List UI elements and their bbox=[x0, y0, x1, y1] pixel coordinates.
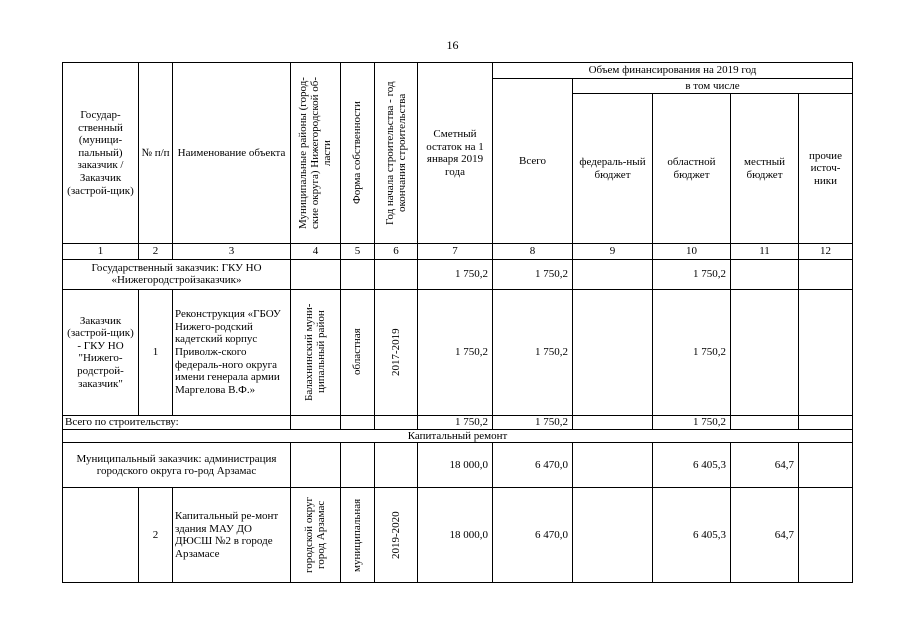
empty-cell bbox=[341, 443, 375, 488]
header-other: прочие источ-ники bbox=[799, 94, 853, 244]
empty-cell bbox=[799, 289, 853, 415]
item1-object: Реконструкция «ГБОУ Нижего-родский кадетский корпус Приволж-ского федераль-ного округа имени генерала армии Маргелова В.Ф.» bbox=[173, 289, 291, 415]
empty-cell bbox=[291, 443, 341, 488]
mun-customer-local: 64,7 bbox=[731, 443, 799, 488]
mun-customer-label: Муниципальный заказчик: администрация городского округа го-род Арзамас bbox=[63, 443, 291, 488]
gos-customer-regional: 1 750,2 bbox=[653, 259, 731, 289]
item1-total: 1 750,2 bbox=[493, 289, 573, 415]
header-total: Всего bbox=[493, 78, 573, 244]
header-funding-title: Объем финансирования на 2019 год bbox=[493, 63, 853, 79]
section-title: Капитальный ремонт bbox=[63, 429, 853, 443]
empty-cell bbox=[799, 259, 853, 289]
col-num: 6 bbox=[375, 244, 418, 260]
item2-ownership-text: муниципальная bbox=[351, 498, 364, 572]
col-num: 4 bbox=[291, 244, 341, 260]
header-customer: Государ-ственный (муници-пальный) заказчик / Заказчик (застрой-щик) bbox=[63, 63, 139, 244]
construction-total-balance: 1 750,2 bbox=[418, 415, 493, 429]
empty-cell bbox=[799, 415, 853, 429]
mun-customer-balance: 18 000,0 bbox=[418, 443, 493, 488]
table-row bbox=[63, 289, 853, 415]
gos-customer-balance: 1 750,2 bbox=[418, 259, 493, 289]
item2-regional: 6 405,3 bbox=[653, 488, 731, 583]
gos-customer-row bbox=[63, 259, 853, 289]
item1-years bbox=[375, 289, 418, 415]
col-num: 12 bbox=[799, 244, 853, 260]
header-ownership bbox=[341, 63, 375, 244]
col-num: 11 bbox=[731, 244, 799, 260]
mun-customer-regional: 6 405,3 bbox=[653, 443, 731, 488]
header-regional: областной бюджет bbox=[653, 94, 731, 244]
item2-years-text: 2019-2020 bbox=[389, 511, 402, 560]
item1-ownership-text: областная bbox=[351, 329, 364, 376]
construction-total-total: 1 750,2 bbox=[493, 415, 573, 429]
header-federal: федераль-ный бюджет bbox=[573, 94, 653, 244]
gos-customer-label: Государственный заказчик: ГКУ НО «Нижегородстройзаказчик» bbox=[63, 259, 291, 289]
header-years-text: Год начала строительства - год окончания строительства bbox=[383, 81, 408, 225]
empty-cell bbox=[375, 259, 418, 289]
header-including: в том числе bbox=[573, 78, 853, 94]
funding-table bbox=[62, 62, 853, 583]
empty-cell bbox=[291, 259, 341, 289]
item1-number: 1 bbox=[139, 289, 173, 415]
construction-total-label: Всего по строительству: bbox=[63, 415, 291, 429]
col-num: 3 bbox=[173, 244, 291, 260]
item2-ownership bbox=[341, 488, 375, 583]
table-row bbox=[63, 488, 853, 583]
column-number-row bbox=[63, 244, 853, 260]
item2-number: 2 bbox=[139, 488, 173, 583]
item2-object: Капитальный ре-монт здания МАУ ДО ДЮСШ №2 в городе Арзамасе bbox=[173, 488, 291, 583]
section-row bbox=[63, 429, 853, 443]
empty-cell bbox=[573, 488, 653, 583]
header-districts bbox=[291, 63, 341, 244]
empty-cell bbox=[573, 289, 653, 415]
empty-cell bbox=[291, 415, 341, 429]
col-num: 10 bbox=[653, 244, 731, 260]
item1-years-text: 2017-2019 bbox=[389, 328, 402, 377]
empty-cell bbox=[573, 443, 653, 488]
item2-district-text: городской округ город Арзамас bbox=[303, 497, 328, 574]
item2-total: 6 470,0 bbox=[493, 488, 573, 583]
header-ownership-text: Форма собственности bbox=[351, 101, 364, 205]
item1-balance: 1 750,2 bbox=[418, 289, 493, 415]
empty-cell bbox=[375, 415, 418, 429]
mun-customer-row bbox=[63, 443, 853, 488]
construction-total-row bbox=[63, 415, 853, 429]
header-years bbox=[375, 63, 418, 244]
empty-cell bbox=[799, 443, 853, 488]
empty-cell bbox=[341, 259, 375, 289]
col-num: 7 bbox=[418, 244, 493, 260]
empty-cell bbox=[799, 488, 853, 583]
gos-customer-total: 1 750,2 bbox=[493, 259, 573, 289]
empty-cell bbox=[731, 415, 799, 429]
empty-cell bbox=[341, 415, 375, 429]
item1-customer: Заказчик (застрой-щик) - ГКУ НО "Нижего-родстрой-заказчик" bbox=[63, 289, 139, 415]
item1-ownership bbox=[341, 289, 375, 415]
item1-district-text: Балахнинский муни-ципальный район bbox=[303, 303, 328, 402]
construction-total-regional: 1 750,2 bbox=[653, 415, 731, 429]
item2-district bbox=[291, 488, 341, 583]
empty-cell bbox=[731, 259, 799, 289]
col-num: 2 bbox=[139, 244, 173, 260]
item1-district bbox=[291, 289, 341, 415]
header-balance: Сметный остаток на 1 января 2019 года bbox=[418, 63, 493, 244]
col-num: 8 bbox=[493, 244, 573, 260]
header-number: № п/п bbox=[139, 63, 173, 244]
col-num: 9 bbox=[573, 244, 653, 260]
empty-cell bbox=[731, 289, 799, 415]
col-num: 1 bbox=[63, 244, 139, 260]
page-number: 16 bbox=[446, 38, 459, 52]
empty-cell bbox=[375, 443, 418, 488]
empty-cell bbox=[573, 415, 653, 429]
item2-balance: 18 000,0 bbox=[418, 488, 493, 583]
empty-cell bbox=[63, 488, 139, 583]
item2-local: 64,7 bbox=[731, 488, 799, 583]
item1-regional: 1 750,2 bbox=[653, 289, 731, 415]
header-object-name: Наименование объекта bbox=[173, 63, 291, 244]
header-local: местный бюджет bbox=[731, 94, 799, 244]
item2-years bbox=[375, 488, 418, 583]
empty-cell bbox=[573, 259, 653, 289]
header-districts-text: Муниципальные районы (город-ские округа) Нижегородской об-ласти bbox=[297, 77, 334, 230]
mun-customer-total: 6 470,0 bbox=[493, 443, 573, 488]
col-num: 5 bbox=[341, 244, 375, 260]
